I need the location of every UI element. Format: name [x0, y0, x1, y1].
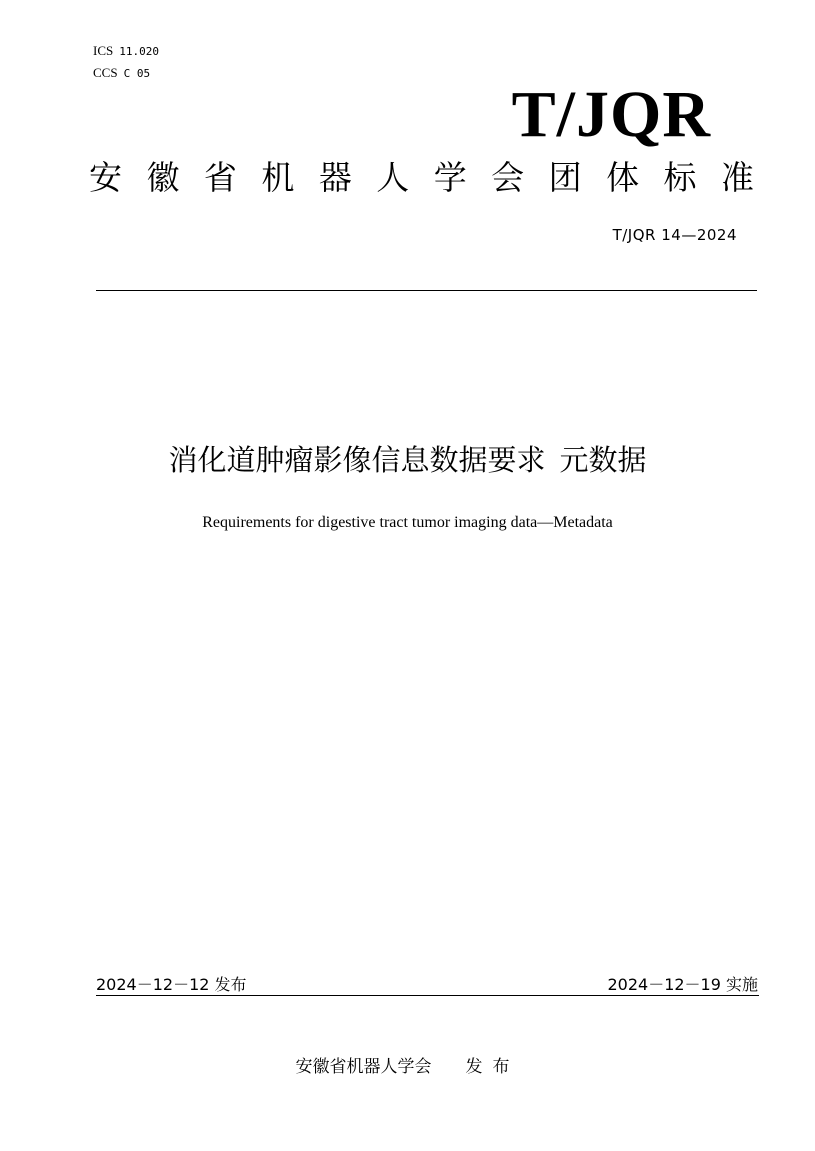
- org-title-char: 器: [318, 158, 352, 197]
- publisher-line: [0, 1052, 815, 1077]
- ccs-label: CCS: [93, 65, 118, 80]
- org-title-char: 准: [720, 158, 754, 197]
- org-title-char: 标: [663, 158, 697, 197]
- org-title-char: 机: [261, 158, 295, 197]
- ics-row: [93, 40, 159, 62]
- implement-date: 2024－12－19 实施: [607, 975, 758, 994]
- ics-value: 11.020: [119, 45, 159, 58]
- title-subpart: 元数据: [559, 443, 647, 477]
- org-title-char: 徽: [146, 158, 180, 197]
- publish-date: 2024－12－12 发布: [96, 975, 247, 994]
- classification-codes: [93, 40, 159, 84]
- ics-label: ICS: [93, 43, 114, 58]
- org-title-char: 会: [491, 158, 525, 197]
- org-title-char: 省: [203, 158, 237, 197]
- standard-number: T/JQR 14—2024: [612, 226, 737, 244]
- org-title-char: 安: [89, 158, 122, 197]
- standard-logo: T/JQR: [511, 78, 711, 151]
- org-standard-title: [89, 156, 754, 200]
- top-divider: [96, 290, 757, 291]
- english-title: Requirements for digestive tract tumor imaging data—Metadata: [202, 514, 613, 531]
- org-title-char: 人: [376, 158, 410, 197]
- title-main: 消化道肿瘤影像信息数据要求: [168, 443, 546, 477]
- org-title-char: 团: [548, 158, 582, 197]
- org-title-char: 学: [433, 158, 467, 197]
- ccs-value: C 05: [123, 67, 151, 80]
- publish-word: 发布: [465, 1057, 520, 1077]
- org-title-char: 体: [606, 158, 640, 197]
- document-title: [0, 440, 815, 480]
- bottom-divider: [96, 995, 759, 996]
- ccs-row: [93, 62, 159, 84]
- publisher-name: 安徽省机器人学会: [295, 1057, 432, 1077]
